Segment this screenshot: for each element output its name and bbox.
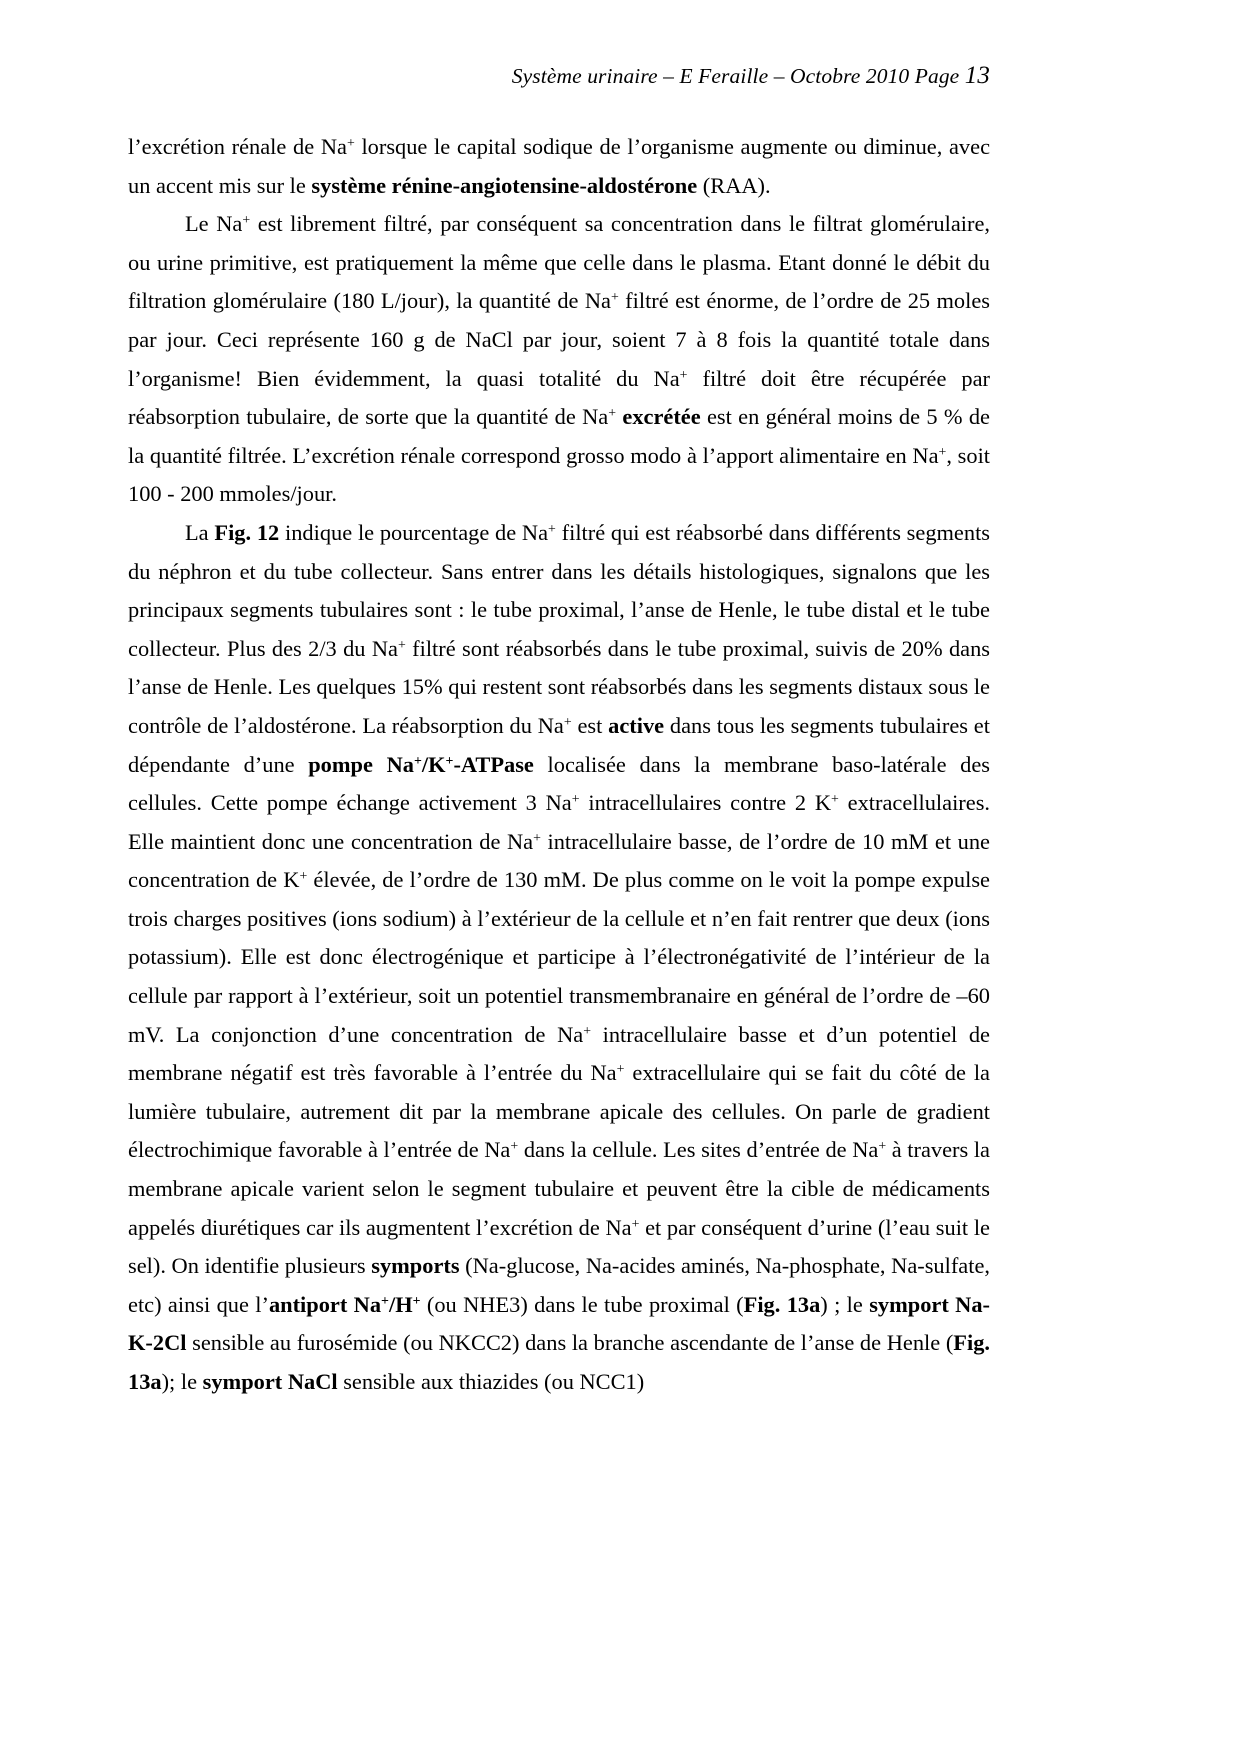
superscript: + (571, 791, 580, 807)
superscript: + (608, 405, 617, 421)
page-header (128, 62, 990, 90)
superscript: + (533, 830, 541, 846)
page-number: 13 (964, 62, 990, 89)
superscript: + (413, 753, 422, 769)
paragraph-1: l’excrétion rénale de Na+ lorsque le capital sodique de l’organisme augmente ou diminue, avec un accent mis sur le système rénine-angiotensine-aldostérone (RAA). (128, 134, 991, 198)
emphasis-term: symport Na-K-2Cl (128, 1291, 991, 1356)
superscript: + (346, 135, 355, 151)
superscript: + (610, 290, 619, 306)
emphasis-term (381, 1292, 389, 1317)
superscript: + (878, 1139, 887, 1155)
emphasis-term: symport NaCl (202, 1369, 338, 1394)
superscript: + (445, 753, 454, 769)
emphasis-term: /K (421, 751, 446, 777)
superscript: + (397, 637, 406, 653)
header-title: Système urinaire – E Feraille – Octobre 2010 Page (511, 64, 965, 88)
superscript: + (616, 1062, 625, 1078)
emphasis-term: symports (371, 1253, 460, 1279)
emphasis-term: système rénine-angiotensine-aldostérone (311, 172, 698, 198)
emphasis-term: pompe Na (308, 751, 414, 777)
superscript: + (679, 367, 688, 383)
superscript: + (242, 212, 251, 228)
emphasis-term: /H (388, 1291, 413, 1317)
emphasis-term (413, 1292, 421, 1317)
superscript: + (548, 521, 556, 537)
superscript: + (563, 714, 572, 730)
emphasis-term: Fig. 13a (128, 1330, 990, 1394)
paragraph-2: Le Na+ est librement filtré, par conséquent sa concentration dans le filtrat glomérulaire, ou urine primitive, est pratiquement la même que celle dans le plasma. Etant donné le débit du filtration glomérulaire (180 L/jour), la quantité de Na+ filtré est énorme, de l’ordre de 25 moles par jour. Ceci représente 160 g de NaCl par jour, soient 7 à 8 fois la quantité totale dans l’organisme! Bien évidemment, la quasi totalité du Na+ filtré doit être récupérée par réabsorption tubulaire, de sorte que la quantité de Na+ excrétée est en général moins de 5 % de la quantité filtrée. L’excrétion rénale correspond grosso modo à l’apport alimentaire en Na+, soit 100 - 200 mmoles/jour. (128, 211, 991, 507)
emphasis-term: Fig. 12 (214, 519, 280, 545)
emphasis-term: excrétée (622, 404, 701, 430)
emphasis-term: Fig. 13a (743, 1291, 821, 1317)
document-body (128, 128, 990, 1402)
emphasis-term (414, 752, 422, 777)
emphasis-term: -ATPase (453, 751, 534, 777)
superscript: + (412, 1293, 421, 1309)
superscript: + (631, 1216, 640, 1232)
emphasis-term: active (608, 712, 665, 738)
superscript: + (510, 1139, 519, 1155)
superscript: + (299, 869, 308, 885)
superscript: + (831, 791, 839, 807)
superscript: + (381, 1293, 389, 1309)
superscript: + (583, 1023, 592, 1039)
emphasis-term: antiport Na (268, 1291, 382, 1317)
superscript: + (938, 444, 947, 460)
paragraph-3: La Fig. 12 indique le pourcentage de Na+ filtré qui est réabsorbé dans différents segments du néphron et du tube collecteur. Sans entrer dans les détails histologiques, signalons que les principaux segments tubulaires sont : le tube proximal, l’anse de Henle, le tube distal et le tube collecteur. Plus des 2/3 du Na+ filtré sont réabsorbés dans le tube proximal, suivis de 20% dans l’anse de Henle. Les quelques 15% qui restent sont réabsorbés dans les segments distaux sous le contrôle de l’aldostérone. La réabsorption du Na+ est active dans tous les segments tubulaires et dépendante d’une pompe Na+/K+-ATPase localisée dans la membrane baso-latérale des cellules. Cette pompe échange activement 3 Na+ intracellulaires contre 2 K+ extracellulaires. Elle maintient donc une concentration de Na+ intracellulaire basse, de l’ordre de 10 mM et une concentration de K+ élevée, de l’ordre de 130 mM. De plus comme on le voit la pompe expulse trois charges positives (ions sodium) à l’extérieur de la cellule et n’en fait rentrer que deux (ions potassium). Elle est donc électrogénique et participe à l’électronégativité de l’intérieur de la cellule par rapport à l’extérieur, soit un potentiel transmembranaire en général de l’ordre de –60 mV. La conjonction d’une concentration de Na+ intracellulaire basse et d’un potentiel de membrane négatif est très favorable à l’entrée du Na+ extracellulaire qui se fait du côté de la lumière tubulaire, autrement dit par la membrane apicale des cellules. On parle de gradient électrochimique favorable à l’entrée de Na+ dans la cellule. Les sites d’entrée de Na+ à travers la membrane apicale varient selon le segment tubulaire et peuvent être la cible de médicaments appelés diurétiques car ils augmentent l’excrétion de Na+ et par conséquent d’urine (l’eau suit le sel). On identifie plusieurs symports (Na-glucose, Na-acides aminés, Na-phosphate, Na-sulfate, etc) ainsi que l’antiport Na+/H+ (ou NHE3) dans le tube proximal (Fig. 13a) ; le symport Na-K-2Cl sensible au furosémide (ou NKCC2) dans la branche ascendante de l’anse de Henle (Fig. 13a); le symport NaCl sensible aux thiazides (ou NCC1) (128, 519, 991, 1394)
